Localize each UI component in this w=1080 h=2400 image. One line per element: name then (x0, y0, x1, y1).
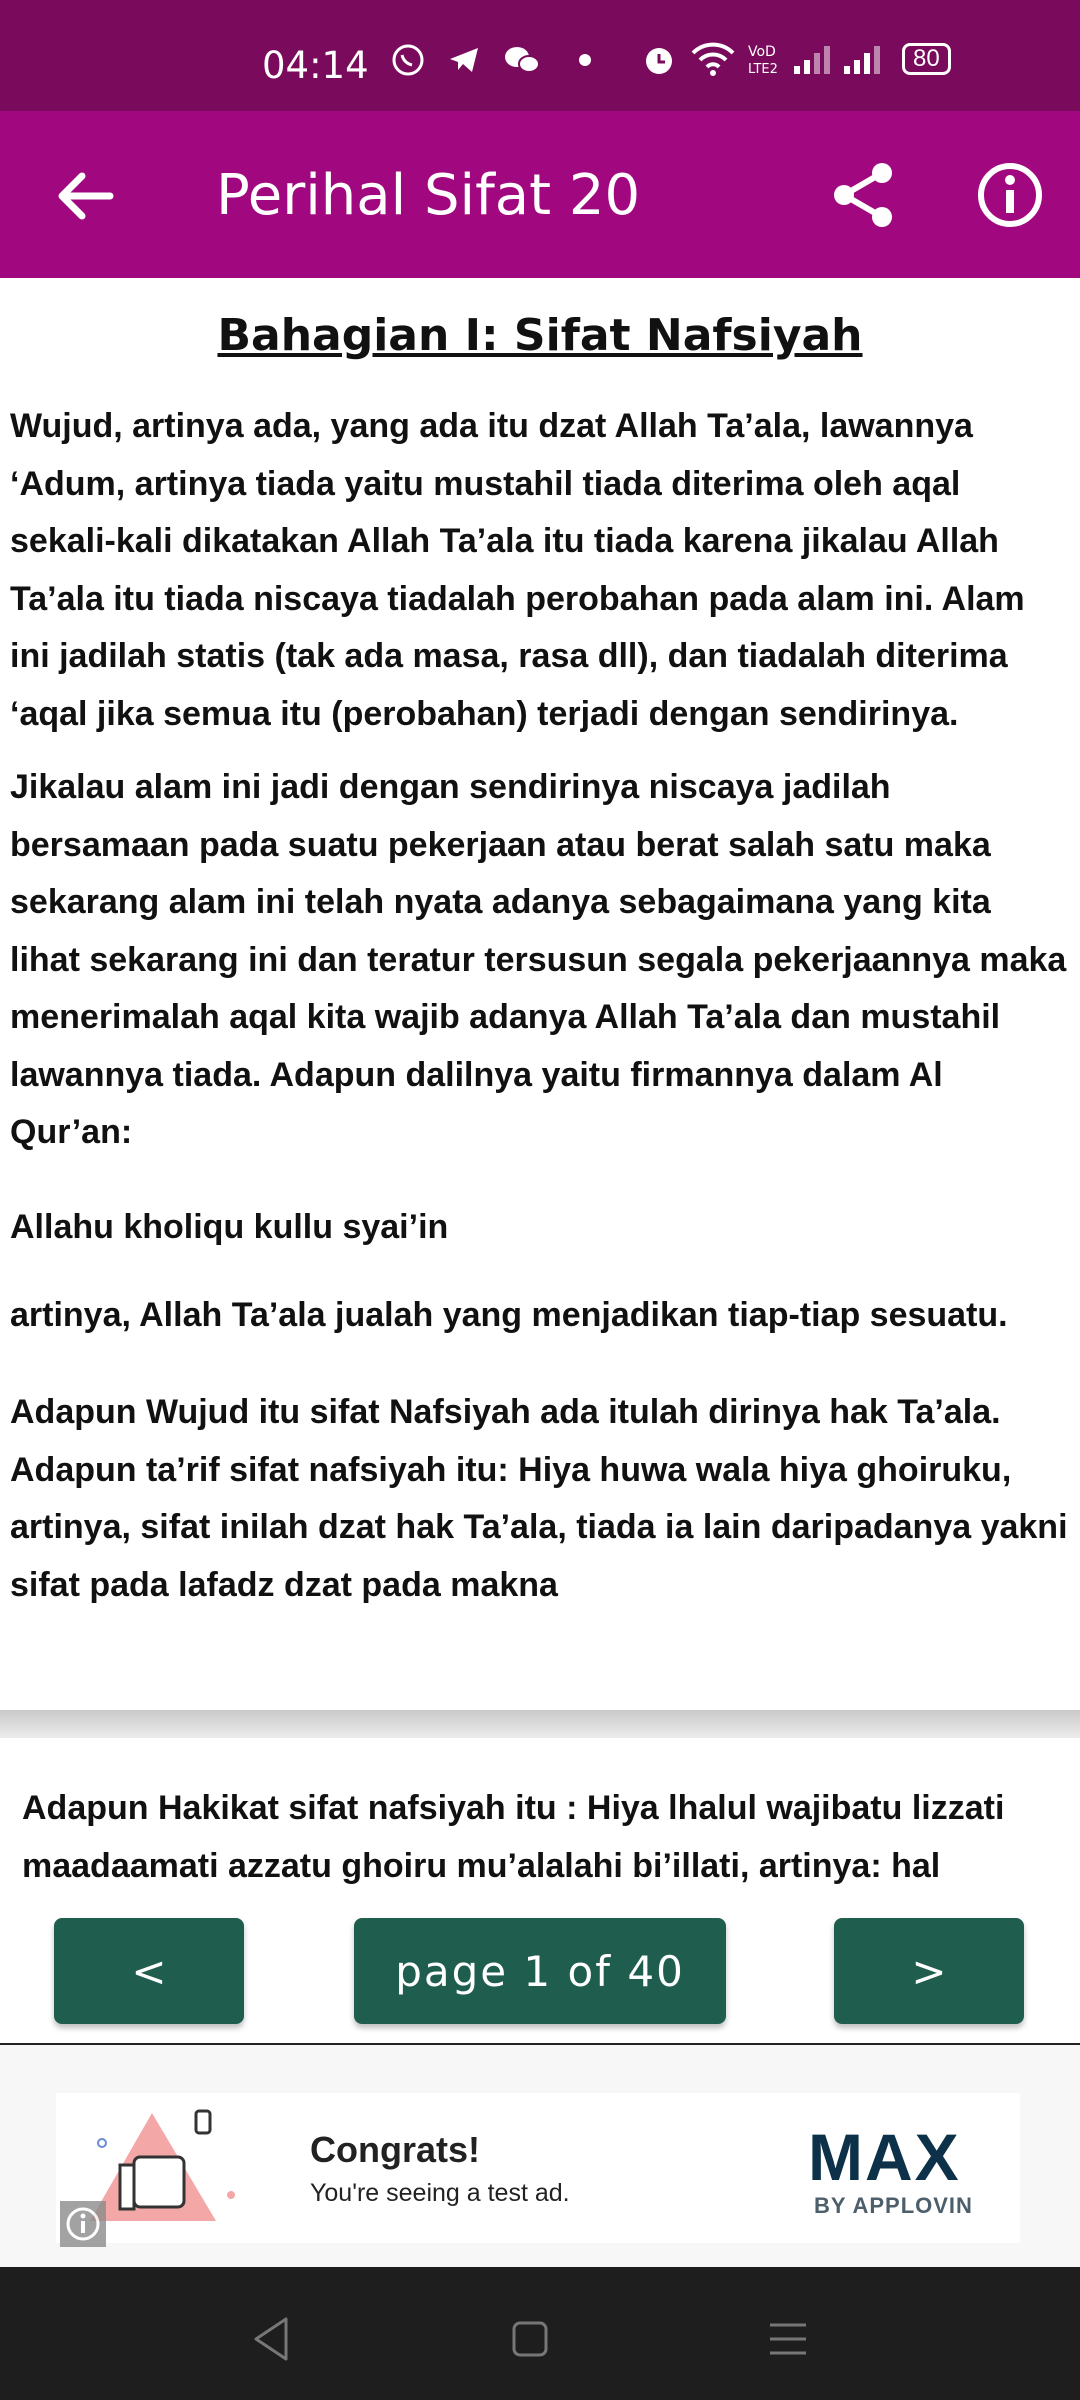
ad-banner[interactable] (56, 2093, 1020, 2243)
system-status-icons (640, 40, 951, 78)
wifi-icon (690, 40, 736, 78)
info-icon[interactable] (974, 159, 1046, 231)
signal-icon-sim1 (792, 42, 836, 76)
dot-icon (578, 53, 592, 67)
whatsapp-icon (390, 42, 426, 78)
ad-brand: MAX (808, 2120, 961, 2194)
quote: Allahu kholiqu kullu syai’in (10, 1208, 449, 1246)
telegram-icon (446, 42, 482, 78)
next-section-preview: Adapun Hakikat sifat nafsiyah itu : Hiya lhalul wajibatu lizzati maadaamati azzatu ghoiru mu’alalahi bi’illati, artinya: hal (22, 1789, 1005, 1885)
notification-icons (390, 42, 592, 78)
page-title: Perihal Sifat 20 (216, 163, 641, 228)
back-triangle-icon[interactable] (242, 2309, 302, 2369)
ad-brand-sub: BY APPLOVIN (814, 2193, 973, 2218)
menu-lines-icon[interactable] (758, 2309, 818, 2369)
ad-headline: Congrats! (310, 2129, 480, 2170)
divider (0, 1710, 1080, 1738)
next-page-button[interactable]: > (834, 1918, 1024, 2024)
app-bar (0, 111, 1080, 278)
paragraph-3: Adapun Wujud itu sifat Nafsiyah ada itulah dirinya hak Ta’ala. Adapun ta’rif sifat nafsiyah itu: Hiya huwa wala hiya ghoiruku, artinya, sifat inilah dzat hak Ta’ala, tiada ia lain daripadanya yakni sifat pada lafadz dzat pada makna (10, 1393, 1068, 1604)
ad-info-icon[interactable] (60, 2201, 106, 2247)
status-time: 04:14 (262, 44, 369, 87)
status-bar (0, 0, 1080, 111)
share-icon[interactable] (828, 159, 900, 231)
translation: artinya, Allah Ta’ala jualah yang menjadikan tiap-tiap sesuatu. (10, 1296, 1008, 1334)
section-title: Bahagian I: Sifat Nafsiyah (217, 310, 863, 361)
alarm-icon (640, 40, 678, 78)
battery-indicator: 80 (902, 43, 951, 75)
page-indicator[interactable]: page 1 of 40 (354, 1918, 726, 2024)
previous-page-button[interactable]: < (54, 1918, 244, 2024)
svg-text:LTE2: LTE2 (748, 62, 778, 77)
paragraph-1: Wujud, artinya ada, yang ada itu dzat Allah Ta’ala, lawannya ‘Adum, artinya tiada yaitu mustahil tiada diterima oleh aqal sekali-kali dikatakan Allah Ta’ala itu tiada karena jikalau Allah Ta’ala itu tiada niscaya tiadalah perobahan pada alam ini. Alam ini jadilah statis (tak ada masa, rasa dll), dan tiadalah diterima ‘aqal jika semua itu (perobahan) terjadi dengan sendirinya. (10, 407, 1025, 733)
system-navigation-bar (0, 2267, 1080, 2400)
paragraph-2: Jikalau alam ini jadi dengan sendirinya niscaya jadilah bersamaan pada suatu pekerjaan atau berat salah satu maka sekarang alam ini telah nyata adanya sebagaimana yang kita lihat sekarang ini dan teratur tersusun segala pekerjaannya maka menerimalah aqal kita wajib adanya Allah Ta’ala dan mustahil lawannya tiada. Adapun dalilnya yaitu firmannya dalam Al Qur’an: (10, 768, 1067, 1151)
ad-subtext: You're seeing a test ad. (310, 2179, 570, 2207)
svg-text:VoD: VoD (748, 44, 776, 60)
volte-icon (746, 40, 784, 78)
thumbs-up-illustration (76, 2093, 276, 2243)
signal-icon-sim2 (842, 42, 886, 76)
wechat-icon (502, 42, 542, 78)
back-arrow-icon[interactable] (52, 163, 118, 229)
ad-area (0, 2045, 1080, 2267)
article-content (0, 278, 1080, 1708)
home-square-icon[interactable] (500, 2309, 560, 2369)
